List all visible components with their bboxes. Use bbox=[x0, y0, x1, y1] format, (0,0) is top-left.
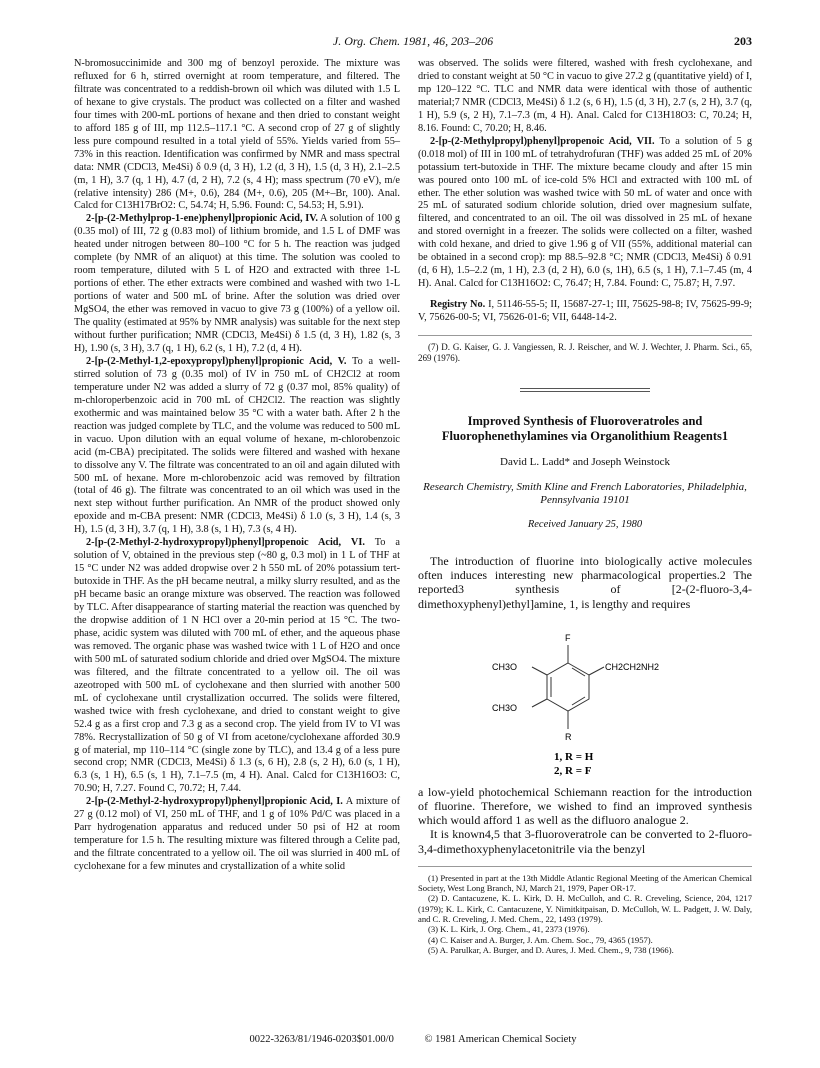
left-column bbox=[74, 58, 400, 874]
paragraph: 2-[p-(2-Methyl-1,2-epoxypropyl)phenyl]propionic Acid, V. To a well-stirred solution of 73 g (0.35 mol) of IV in 750 mL of CH2Cl2 at room temperature under N2 was added a slurry of 72 g (0.37 mol, 85% quality) of m-chloroperbenzoic acid in 700 mL of CH2Cl2. The reaction was slightly exothermic and was maintained below 35 °C with a water bath. After 2 h the reaction was judged complete by TLC, and the volume was reduced to 500 mL in vacuo. Upon dilution with an equal volume of hexane, m-chlorobenzoic acid (m-CBA) precipitated. The solids were filtered and washed with hexane to dissolve any V. The filtrate was concentrated to an oil and again diluted with 500 mL of hexane. More m-chlorobenzoic acid was removed by filtration (total of 46 g). The filtrate was concentrated to an oil which was used in the next step without further purification. An NMR of the product showed only epoxide and m-CBA present: NMR (CDCl3, Me4Si) δ 1.0 (s, 3 H), 1.4 (s, 3 H), 1.5 (d, 3 H), 3.7 (q, 1 H), 3.8 (s, 1 H), 7.3 (s, 4 H). bbox=[74, 355, 400, 536]
page-header bbox=[74, 34, 752, 50]
footnote: (3) K. L. Kirk, J. Org. Chem., 41, 2373 (1976). bbox=[428, 924, 590, 935]
structure-label-ch3o: CH3O bbox=[492, 661, 518, 672]
divider bbox=[520, 391, 650, 392]
structure-label-sidechain: CH2CH2NH2 bbox=[605, 661, 660, 672]
footnotes bbox=[418, 866, 752, 955]
received-date: Received January 25, 1980 bbox=[527, 519, 643, 531]
paragraph: 2-[p-(2-Methylprop-1-ene)phenyl]propionic Acid, IV. A solution of 100 g (0.35 mol) of III, 72 g (0.83 mol) of lithium bromide, and 1.5 L of DMF was heated under nitrogen between 80–100 °C for 5 h. The reaction was judged complete (by NMR of an aliquot) at this time. The solution was cooled to room temperature, diluted with 5 L of H2O and extracted with three 1-L portions of ether. The ether extracts were combined and washed with two 1-L portions of water and 500 mL of brine. After the solution was dried over MgSO4, the ether was removed in vacuo to give 73 g (100%) of a yellow oil. The quality (estimated at 95% by NMR analysis) was suitable for the next step without further purification; NMR (CDCl3, Me4Si) δ 1.5 (d, 3 H), 1.82 (s, 3 H), 1.90 (s, 3 H), 3.7 (q, 1 H), 6.2 (s, 1 H), 7.2 (d, 4 H). bbox=[74, 213, 400, 354]
footnote: (4) C. Kaiser and A. Burger, J. Am. Chem. Soc., 79, 4365 (1957). bbox=[428, 934, 653, 945]
article-code: 0022-3263/81/1946-0203$01.00/0 bbox=[249, 1034, 394, 1045]
structure-caption: 2, R = F bbox=[554, 764, 592, 777]
paragraph: It is known4,5 that 3-fluoroveratrole can be converted to 2-fluoro-3,4-dimethoxyphenylacetonitrile via the benzyl bbox=[418, 827, 752, 856]
paragraph: was observed. The solids were filtered, washed with fresh cyclohexane, and dried to constant weight at 50 °C in vacuo to give 27.2 g (quantitative yield) of I, mp 120–122 °C. TLC and NMR data were identical with those of authentic material;7 NMR (CDCl3, Me4Si) δ 1.2 (s, 6 H), 1.5 (d, 3 H), 2.7 (s, 2 H), 3.7 (q, 1 H), 5.9 (s, 2 H), 7.1–7.3 (m, 4 H). Anal. Calcd for C13H18O3: C, 70.24; H, 8.16. Found: C, 70.20; H, 8.46. bbox=[418, 58, 752, 134]
paragraph: 2-[p-(2-Methyl-2-hydroxypropyl)phenyl]propenoic Acid, VI. To a solution of V, obtained in the previous step (~80 g, 0.3 mol) in 1 L of THF at 15 °C under N2 was added dropwise over 2 h 550 mL of 20% potassium tert-butoxide in THF. As the pH became neutral, a milky slurry resulted, and as the pH became basic an orange mixture was observed. The reaction was followed by TLC. After disappearance of starting material the reaction was quenched by the dropwise addition of 1 N HCl over a 20-min period at 15 °C. The two-phase, acidic system was diluted with 700 mL of ether, and the aqueous phase was removed. The organic phase was washed twice with 1 L of H2O and once with 500 mL of saturated sodium chloride and dried over MgSO4. The mixture was filtered, and the filtrate concentrated to a yellow oil. The oil was azeotroped with 500 mL of cyclohexane and then slurried with another 500 mL of cyclohexane until crystallization occurred. The solids were filtered, washed twice with fresh cyclohexane, and dried to constant weight to give 52.4 g as a first crop and 7.3 g as a second crop. The yield from IV to VI was 78%. Recrystallization of 50 g of VI from acetone/cyclohexane afforded 30.9 g of material, mp 110–114 °C (single zone by TLC), and 13.4 g of a less pure second crop; NMR (CDCl3, Me4Si) δ 1.3 (s, 6 H), 2.8 (s, 2 H), 6.0 (s, 1 H), 6.3 (s, 1 H), 6.5 (s, 1 H), 7.1–7.5 (m, 4 H). Anal. Calcd for C13H16O3: C, 70.90; H, 7.27. Found C, 70.72; H, 7.44. bbox=[74, 537, 400, 795]
footnote: (2) D. Cantacuzene, K. L. Kirk, D. H. McCulloh, and C. R. Creveling, Science, 204, 1217 (1979); K. L. Kirk, C. Cantacuzene, Y. Nimitkitpaisan, D. McCulloh, W. L. Padgett, J. W. Daly, and C. R. Creveling, J. Med. Chem., 22, 1493 (1979). bbox=[418, 893, 752, 924]
footnote: (5) A. Parulkar, A. Burger, and D. Aures, J. Med. Chem., 9, 738 (1966). bbox=[428, 944, 674, 955]
affiliation: Research Chemistry, Smith Kline and French Laboratories, Philadelphia, Pennsylvania 19101 bbox=[423, 481, 747, 507]
reference-7: (7) D. G. Kaiser, G. J. Vangiessen, R. J. Reischer, and W. J. Wechter, J. Pharm. Sci., 65, 269 (1976). bbox=[418, 335, 752, 364]
structure-label-ch3o: CH3O bbox=[492, 702, 518, 713]
compound-heading: 2-[p-(2-Methyl-2-hydroxypropyl)phenyl]propenoic Acid, VI. bbox=[86, 537, 365, 549]
structure-caption: 1, R = H bbox=[554, 750, 594, 763]
divider bbox=[520, 388, 650, 389]
benzene-ring bbox=[547, 663, 589, 711]
compound-heading: 2-[p-(2-Methylpropyl)phenyl]propenoic Acid, VII. bbox=[430, 135, 655, 147]
compound-heading: 2-[p-(2-Methyl-1,2-epoxypropyl)phenyl]propionic Acid, V. bbox=[86, 355, 347, 367]
page-footer bbox=[74, 1034, 752, 1045]
compound-heading: 2-[p-(2-Methylprop-1-ene)phenyl]propionic Acid, IV. bbox=[86, 213, 318, 225]
structure-drawing bbox=[468, 615, 698, 781]
paragraph: a low-yield photochemical Schiemann reaction for the introduction of fluorine. Therefore, we wished to find an improved synthesis which would afford 1 as well as the difluoro analogue 2. bbox=[418, 784, 752, 828]
authors: David L. Ladd* and Joseph Weinstock bbox=[500, 456, 670, 469]
paragraph: The introduction of fluorine into biologically active molecules often induces interesting new pharmacological properties.2 The reported3 synthesis of [2-(2-fluoro-3,4-dimethoxyphenyl)ethyl]amine, 1, is lengthy and requires bbox=[418, 553, 752, 611]
paragraph: 2-[p-(2-Methyl-2-hydroxypropyl)phenyl]propionic Acid, I. A mixture of 27 g (0.12 mol) of VI, 250 mL of THF, and 1 g of 10% Pd/C was placed in a Parr hydrogenation apparatus and reduced under 50 psi of H2 at room temperature for 1.5 h. The resulting mixture was filtered through a Celite pad, and the filtrate concentrated to a yellow oil. The oil was slurried in 400 mL of cyclohexane for a few minutes and crystallization of a white solid bbox=[74, 796, 400, 873]
journal-citation: J. Org. Chem. 1981, 46, 203–206 bbox=[332, 34, 494, 48]
right-column bbox=[418, 58, 752, 955]
structure-label-f: F bbox=[565, 632, 571, 643]
compound-heading: 2-[p-(2-Methyl-2-hydroxypropyl)phenyl]propionic Acid, I. bbox=[86, 796, 343, 808]
footnote: (1) Presented in part at the 13th Middle Atlantic Regional Meeting of the American Chemical Society, West Long Branch, NJ, March 21, 1979, Paper OR-17. bbox=[418, 872, 752, 894]
chemical-structure bbox=[418, 615, 752, 781]
article-title: Improved Synthesis of Fluoroveratroles and Fluorophenethylamines via Organolithium Reagents1 bbox=[441, 414, 729, 444]
page-number: 203 bbox=[734, 34, 752, 48]
registry-numbers: Registry No. I, 51146-55-5; II, 15687-27-1; III, 75625-98-8; IV, 75625-99-9; V, 75626-00-5; VI, 75626-01-6; VII, 6448-14-2. bbox=[418, 299, 753, 324]
copyright: © 1981 American Chemical Society bbox=[424, 1034, 577, 1045]
structure-label-r: R bbox=[565, 731, 572, 742]
paragraph: N-bromosuccinimide and 300 mg of benzoyl peroxide. The mixture was refluxed for 6 h, stirred overnight at room temperature, and filtered. The filtrate was concentrated to a reddish-brown oil which was diluted with 1.5 L of hexane to give crystals. The product was collected on a filter and washed four times with 200-mL portions of hexane and then dried to constant weight to afford 185 g of III, mp 112.5–117.1 °C. A second crop of 27 g of slightly less pure compound resulted in a total yield of 55%. Yields varied from 55–73% in this reaction. Identification was confirmed by NMR and mass spectral data: NMR (CDCl3, Me4Si) δ 0.9 (d, 3 H), 1.2 (d, 3 H), 1.5 (d, 3 H), 2.1–2.5 (m, 1 H), 3.7 (q, 1 H), 4.7 (d, 2 H), 7.2 (s, 4 H); mass spectrum (70 eV), m/e (relative intensity) 286 (M+, 0.6), 284 (M+, 0.6), 205 (M+–Br, 100). Anal. Calcd for C13H17BrO2: C, 54.74; H, 5.96. Found: C, 54.53; H, 5.91). bbox=[74, 58, 400, 212]
paragraph: 2-[p-(2-Methylpropyl)phenyl]propenoic Acid, VII. To a solution of 5 g (0.018 mol) of III in 100 mL of tetrahydrofuran (THF) was added 25 mL of 20% potassium tert-butoxide in THF. The mixture became cloudy and after 15 min was poured onto 100 mL of ice-cold 5% HCl and extracted with 100 mL of ether. The ether solution was washed twice with 50 mL of water and once with 25 mL of saturated sodium chloride solution, dried over magnesium sulfate, filtered, and concentrated to an oil. The oil was dissolved in 25 mL of hexane and stored overnight in a freezer. The solids were collected on a filter, washed with cold hexane, and dried to give 1.96 g of VII (55%, additional material can be obtained in a second crop): mp 88.5–92.8 °C; NMR (CDCl3, Me4Si) δ 0.91 (d, 6 H), 1.5–2.2 (m, 1 H), 2.3 (d, 2 H), 6.0 (s, 1H), 6.5 (s, 1 H), 7.1–7.45 (m, 4 H). Anal. Calcd for C13H16O2: C, 76.47; H, 7.84. Found: C, 75.87; H, 7.97. bbox=[418, 135, 752, 290]
